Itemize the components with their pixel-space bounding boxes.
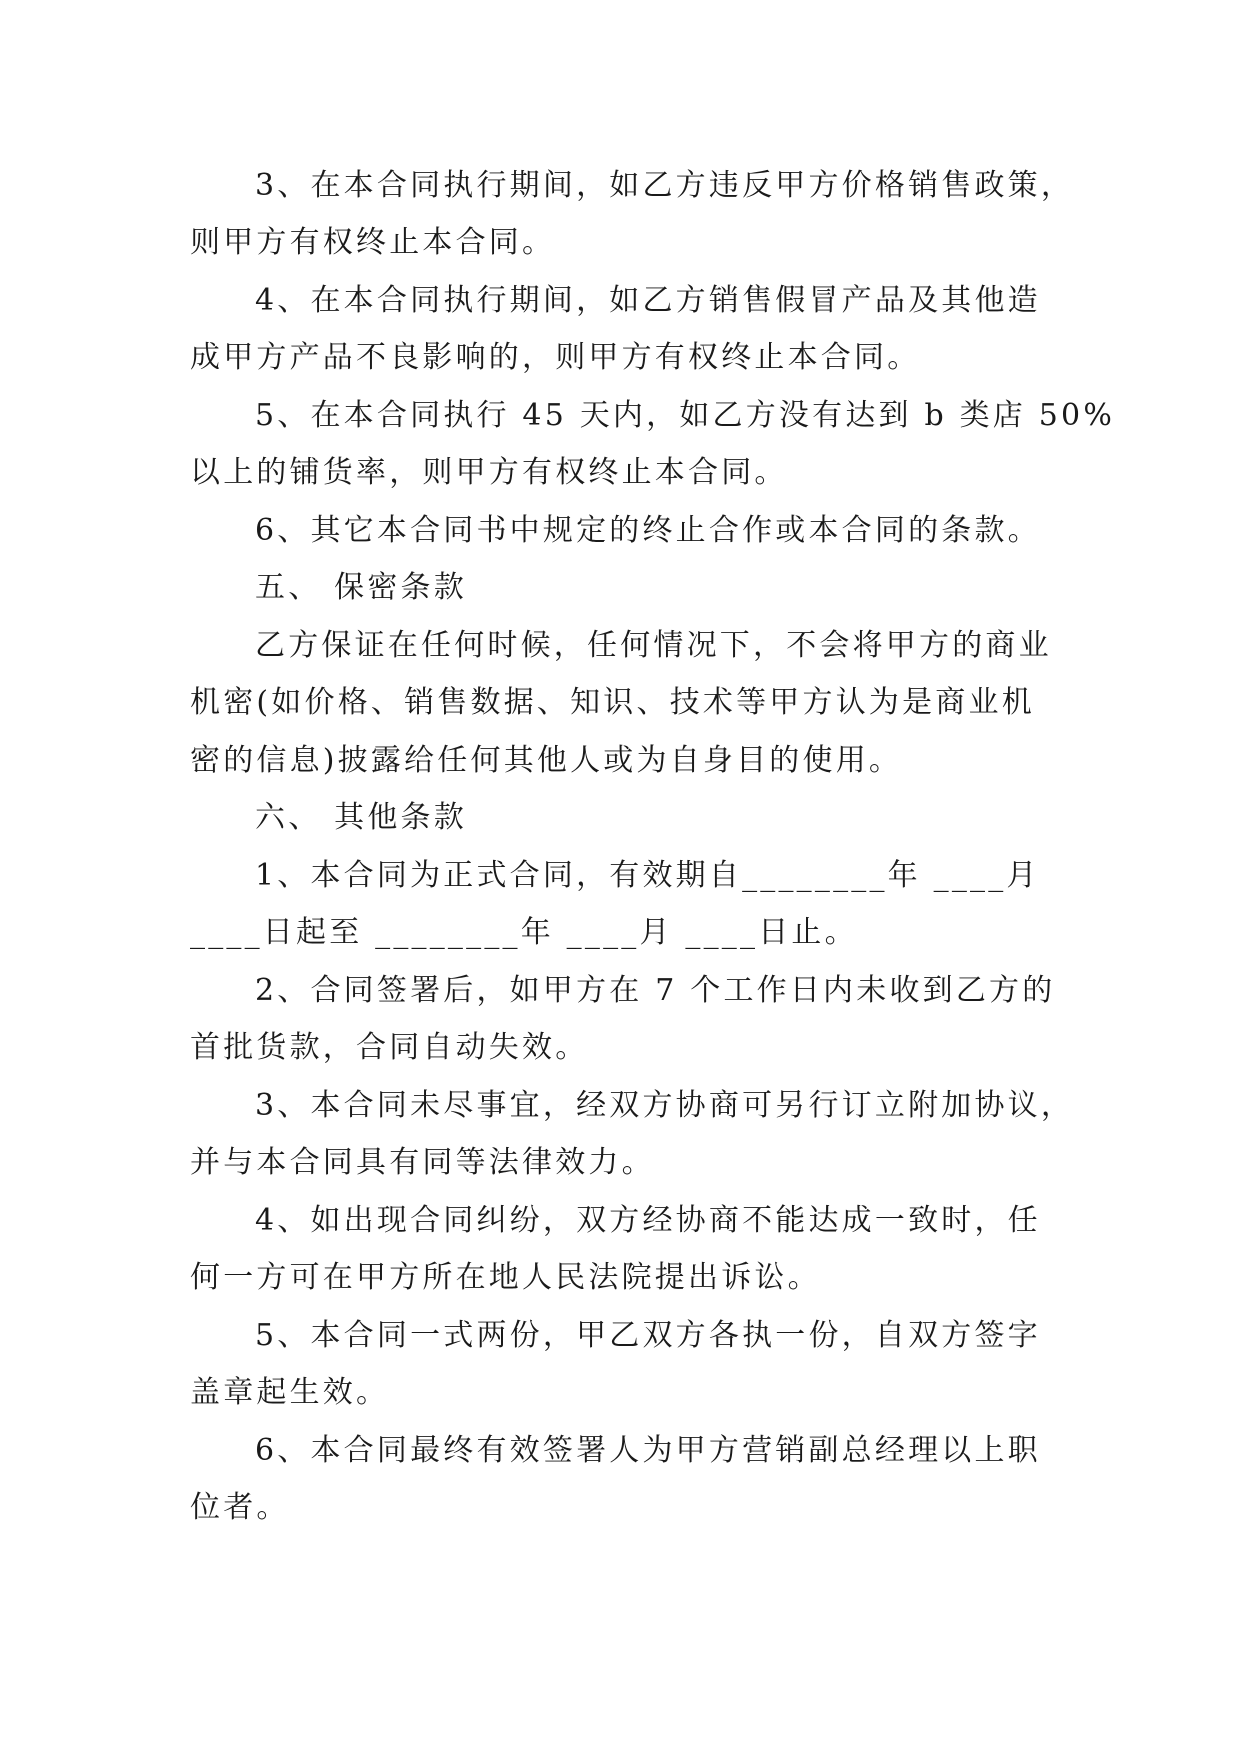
clause-6-1-line-1: 1、本合同为正式合同，有效期自________年 ____月 — [255, 858, 1040, 893]
clause-4-5-line-2: 以上的铺货率，则甲方有权终止本合同。 — [190, 455, 788, 490]
section-6-heading: 六、 其他条款 — [255, 800, 467, 835]
clause-6-3-line-1: 3、本合同未尽事宜，经双方协商可另行订立附加协议， — [255, 1088, 1075, 1123]
section-5-para-line-3: 密的信息)披露给任何其他人或为自身目的使用。 — [190, 743, 903, 778]
clause-6-3-line-2: 并与本合同具有同等法律效力。 — [190, 1145, 655, 1180]
clause-4-4-line-2: 成甲方产品不良影响的，则甲方有权终止本合同。 — [190, 340, 921, 375]
clause-6-6-line-1: 6、本合同最终有效签署人为甲方营销副总经理以上职 — [255, 1433, 1041, 1468]
clause-6-4-line-1: 4、如出现合同纠纷，双方经协商不能达成一致时，任 — [255, 1203, 1041, 1238]
clause-6-2-line-1: 2、合同签署后，如甲方在 7 个工作日内未收到乙方的 — [255, 973, 1056, 1008]
section-5-heading: 五、 保密条款 — [255, 570, 467, 605]
clause-6-6-line-2: 位者。 — [190, 1490, 290, 1525]
clause-6-5-line-2: 盖章起生效。 — [190, 1375, 390, 1410]
section-5-para-line-1: 乙方保证在任何时候，任何情况下，不会将甲方的商业 — [255, 628, 1052, 663]
clause-6-5-line-1: 5、本合同一式两份，甲乙双方各执一份，自双方签字 — [255, 1318, 1041, 1353]
clause-4-3-line-2: 则甲方有权终止本合同。 — [190, 225, 556, 260]
clause-6-2-line-2: 首批货款，合同自动失效。 — [190, 1030, 589, 1065]
section-5-para-line-2: 机密(如价格、销售数据、知识、技术等甲方认为是商业机 — [190, 685, 1035, 720]
clause-4-5-line-1: 5、在本合同执行 45 天内，如乙方没有达到 b 类店 50% — [255, 398, 1116, 433]
clause-4-6-line-1: 6、其它本合同书中规定的终止合作或本合同的条款。 — [255, 513, 1041, 548]
clause-6-4-line-2: 何一方可在甲方所在地人民法院提出诉讼。 — [190, 1260, 821, 1295]
clause-4-4-line-1: 4、在本合同执行期间，如乙方销售假冒产品及其他造 — [255, 283, 1041, 318]
clause-6-1-line-2: ____日起至 ________年 ____月 ____日止。 — [190, 915, 858, 950]
clause-4-3-line-1: 3、在本合同执行期间，如乙方违反甲方价格销售政策， — [255, 168, 1075, 203]
